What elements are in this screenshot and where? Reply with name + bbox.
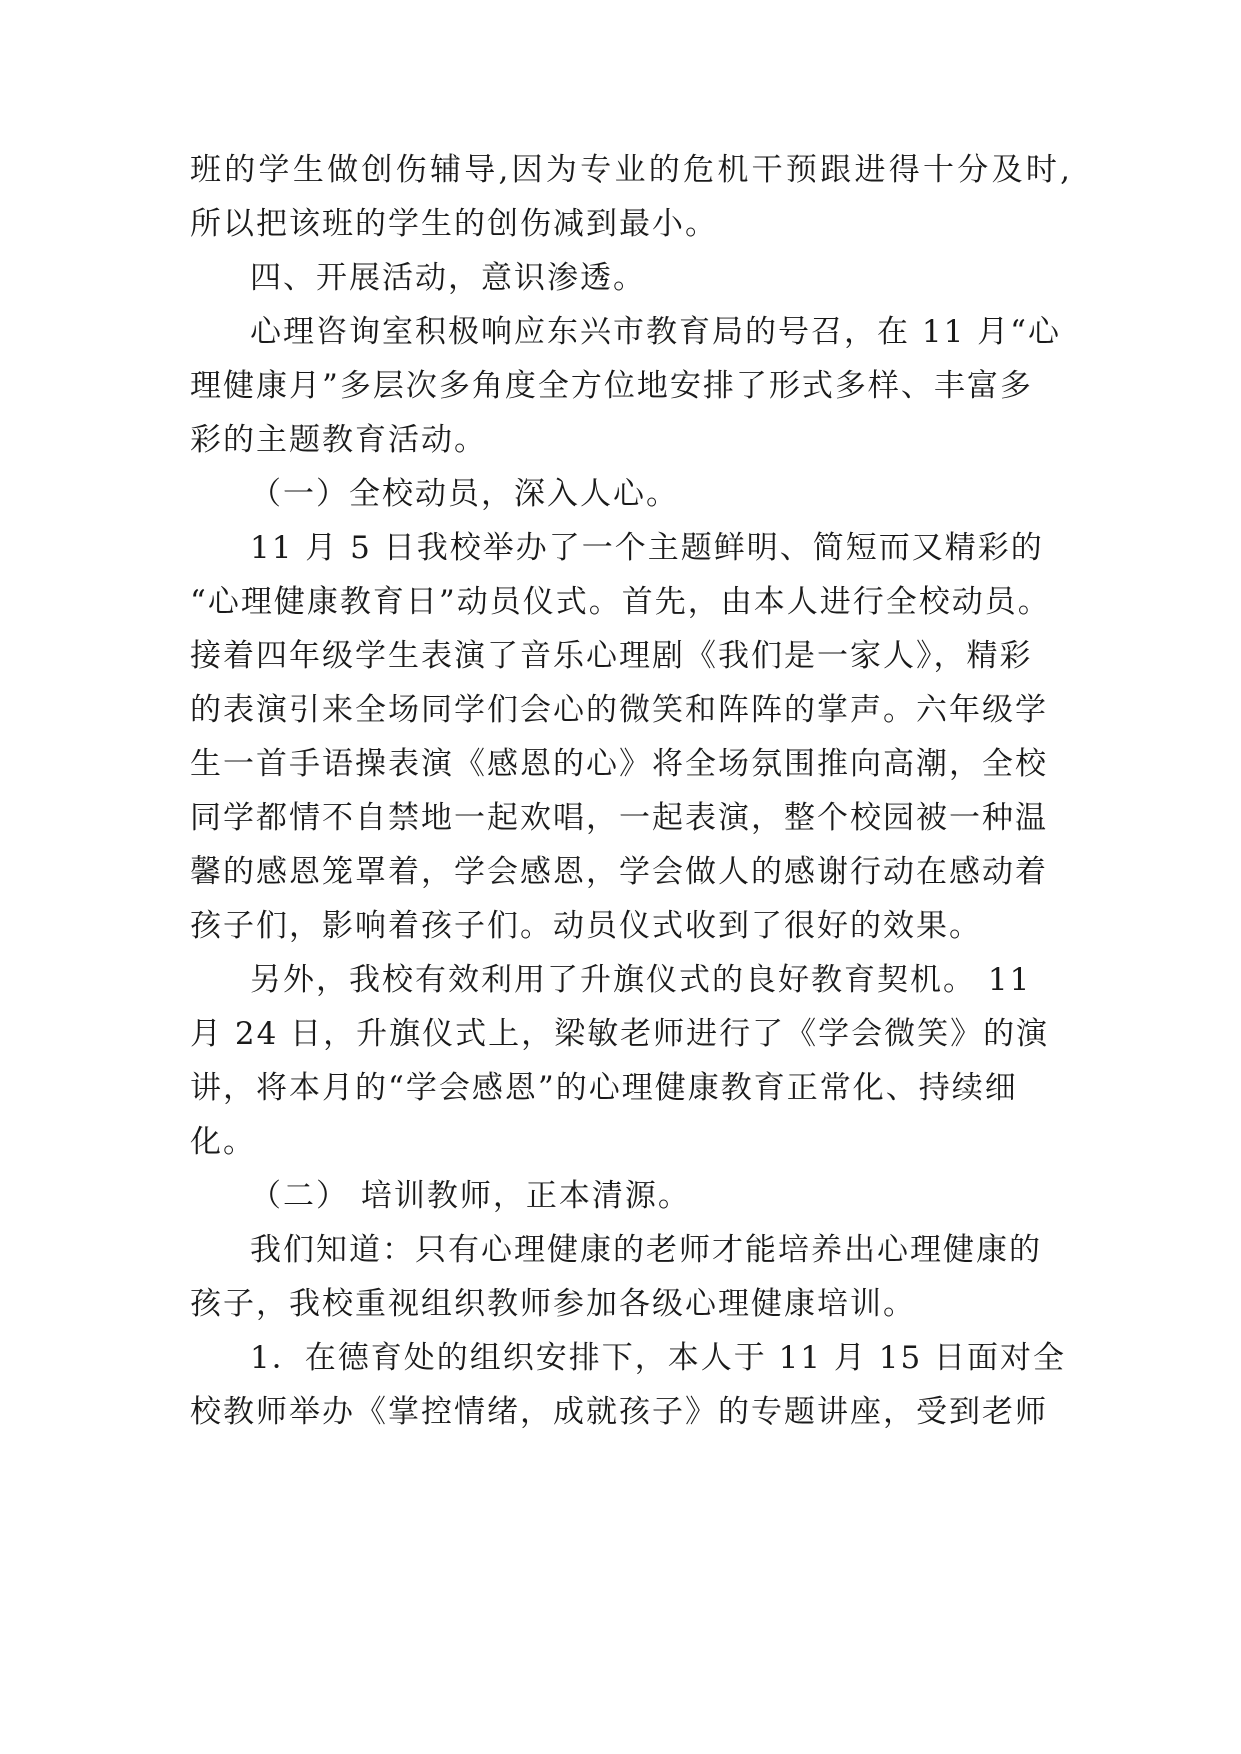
text-line: 接着四年级学生表演了音乐心理剧《我们是一家人》，精彩 [190,638,1033,674]
subsection-heading: （二） 培训教师，正本清源。 [250,1178,691,1214]
text-line: “心理健康教育日”动员仪式。首先，由本人进行全校动员。 [190,584,1051,620]
text-line: 我们知道：只有心理健康的老师才能培养出心理健康的 [250,1232,1042,1268]
text-line: 化。 [190,1124,256,1160]
text-line: 月 24 日，升旗仪式上，梁敏老师进行了《学会微笑》的演 [190,1016,1050,1052]
text-line: 所以把该班的学生的创伤减到最小。 [190,206,718,242]
text-line: 彩的主题教育活动。 [190,422,487,458]
section-heading: 四、开展活动，意识渗透。 [250,260,646,296]
text-line: 班的学生做创伤辅导,因为专业的危机干预跟进得十分及时, [190,152,1070,188]
text-line: 校教师举办《掌控情绪，成就孩子》的专题讲座，受到老师 [190,1394,1048,1430]
text-line: 孩子，我校重视组织教师参加各级心理健康培训。 [190,1286,916,1322]
text-line: 理健康月”多层次多角度全方位地安排了形式多样、丰富多 [190,368,1033,404]
text-line: 1．在德育处的组织安排下，本人于 11 月 15 日面对全 [250,1340,1067,1376]
text-line: 同学都情不自禁地一起欢唱，一起表演，整个校园被一种温 [190,800,1048,836]
text-line: 馨的感恩笼罩着，学会感恩，学会做人的感谢行动在感动着 [190,854,1048,890]
text-line: 生一首手语操表演《感恩的心》将全场氛围推向高潮，全校 [190,746,1048,782]
text-line: 心理咨询室积极响应东兴市教育局的号召，在 11 月“心 [250,314,1062,350]
subsection-heading: （一）全校动员，深入人心。 [250,476,679,512]
text-line: 孩子们，影响着孩子们。动员仪式收到了很好的效果。 [190,908,982,944]
text-line: 的表演引来全场同学们会心的微笑和阵阵的掌声。六年级学 [190,692,1048,728]
text-line: 讲，将本月的“学会感恩”的心理健康教育正常化、持续细 [190,1070,1018,1106]
text-line: 另外，我校有效利用了升旗仪式的良好教育契机。 11 [250,962,1032,998]
text-line: 11 月 5 日我校举办了一个主题鲜明、简短而又精彩的 [250,530,1044,566]
